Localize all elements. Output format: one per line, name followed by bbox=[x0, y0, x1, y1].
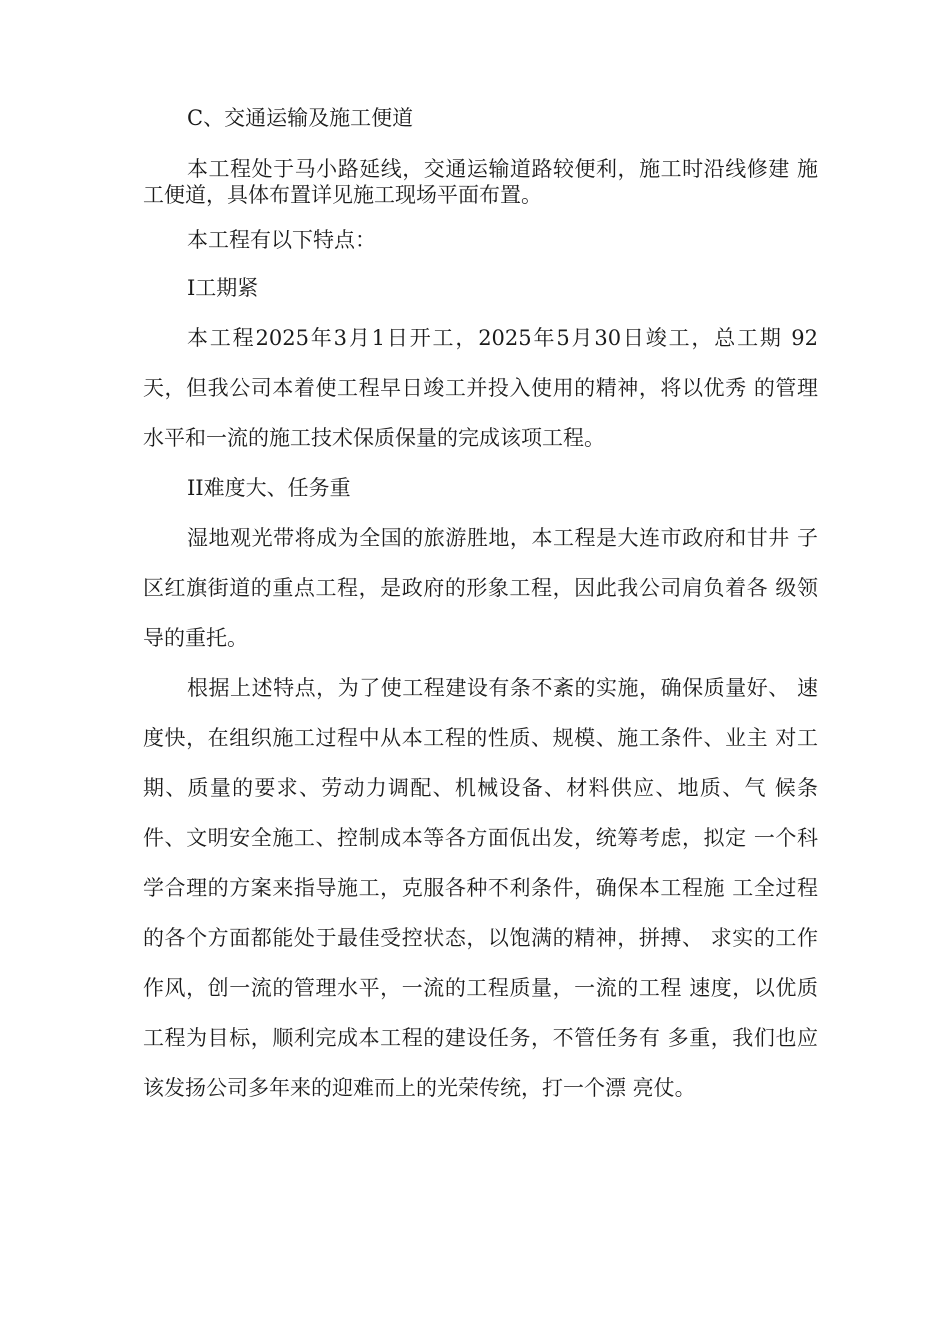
paragraph-3-line-1: 湿地观光带将成为全国的旅游胜地，本工程是大连市政府和甘井 子 bbox=[187, 526, 818, 550]
paragraph-2-line-3: 水平和一流的施工技术保质保量的完成该项工程。 bbox=[143, 426, 605, 450]
features-intro: 本工程有以下特点： bbox=[187, 228, 376, 252]
paragraph-4-line-6: 的各个方面都能处于最佳受控状态，以饱满的精神，拼搏、 求实的工作 bbox=[143, 926, 818, 950]
paragraph-4-line-4: 件、文明安全施工、控制成本等各方面佤出发，统筹考虑，拟定 一个科 bbox=[143, 826, 818, 850]
paragraph-4-line-5: 学合理的方案来指导施工，克服各种不利条件，确保本工程施 工全过程 bbox=[143, 876, 818, 900]
paragraph-3-line-3: 导的重托。 bbox=[143, 626, 248, 650]
paragraph-4-line-3: 期、质量的要求、劳动力调配、机械设备、材料供应、地质、气 候条 bbox=[143, 776, 818, 800]
feature-heading-2: II难度大、任务重 bbox=[187, 476, 351, 500]
paragraph-2-line-2: 天，但我公司本着使工程早日竣工并投入使用的精神，将以优秀 的管理 bbox=[143, 376, 818, 400]
feature-heading-1: I工期紧 bbox=[187, 276, 259, 300]
paragraph-1-line-1: 本工程处于马小路延线，交通运输道路较便利，施工时沿线修建 施 bbox=[187, 157, 818, 181]
paragraph-1-line-2: 工便道，具体布置详见施工现场平面布置。 bbox=[143, 183, 542, 207]
paragraph-4-line-7: 作风，创一流的管理水平，一流的工程质量，一流的工程 速度，以优质 bbox=[143, 976, 818, 1000]
paragraph-3-line-2: 区红旗街道的重点工程，是政府的形象工程，因此我公司肩负着各 级领 bbox=[143, 576, 818, 600]
paragraph-4-line-1: 根据上述特点，为了使工程建设有条不紊的实施，确保质量好、 速 bbox=[187, 676, 818, 700]
section-heading-c: C、交通运输及施工便道 bbox=[187, 106, 414, 130]
paragraph-4-line-9: 该发扬公司多年来的迎难而上的光荣传统，打一个漂 亮仗。 bbox=[143, 1076, 696, 1100]
paragraph-4-line-2: 度快，在组织施工过程中从本工程的性质、规模、施工条件、业主 对工 bbox=[143, 726, 818, 750]
paragraph-4-line-8: 工程为目标，顺利完成本工程的建设任务，不管任务有 多重，我们也应 bbox=[143, 1026, 818, 1050]
paragraph-2-line-1: 本工程2025年3月1日开工，2025年5月30日竣工，总工期 92 bbox=[187, 326, 818, 350]
